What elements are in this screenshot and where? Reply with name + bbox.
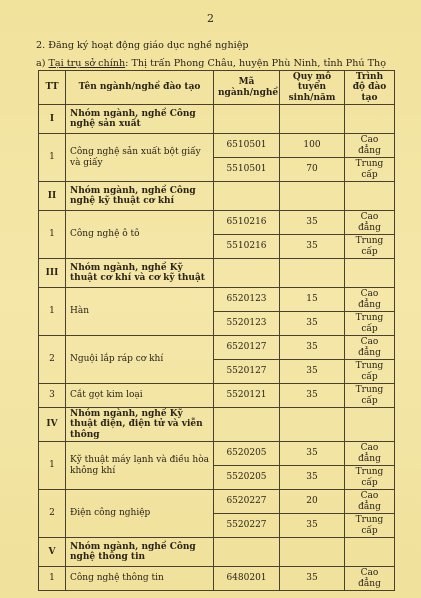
- item-scale: 35: [280, 514, 345, 538]
- item-level: Cao đẳng: [345, 211, 395, 235]
- subheading-prefix: a): [36, 58, 46, 69]
- group-tt: V: [39, 538, 66, 567]
- group-name: Nhóm ngành, nghề Kỹ thuật điện, điện tử và viễn thông: [66, 408, 214, 442]
- header-tt: TT: [39, 71, 66, 105]
- item-tt: 1: [39, 288, 66, 336]
- item-name: Công nghệ ô tô: [66, 211, 214, 259]
- item-code: 6510501: [214, 134, 280, 158]
- item-level: Trung cấp: [345, 360, 395, 384]
- item-name: Điện công nghiệp: [66, 490, 214, 538]
- item-scale: 70: [280, 158, 345, 182]
- item-level: Trung cấp: [345, 158, 395, 182]
- item-code: 6520205: [214, 442, 280, 466]
- table-row: [39, 211, 395, 235]
- item-level: Cao đẳng: [345, 442, 395, 466]
- header-level: Trình độ đào tạo: [345, 71, 395, 105]
- item-tt: 3: [39, 384, 66, 408]
- group-row: [39, 182, 395, 211]
- group-row: [39, 408, 395, 442]
- group-row: [39, 538, 395, 567]
- item-level: Trung cấp: [345, 312, 395, 336]
- table-header-row: [39, 71, 395, 105]
- group-tt: I: [39, 105, 66, 134]
- training-table: [38, 70, 395, 591]
- header-scale: Quy mô tuyển sinh/năm: [280, 71, 345, 105]
- group-name: Nhóm ngành, nghề Kỹ thuật cơ khí và cơ kỹ thuật: [66, 259, 214, 288]
- item-code: 5510216: [214, 235, 280, 259]
- item-name: Công nghệ sản xuất bột giấy và giấy: [66, 134, 214, 182]
- item-tt: 1: [39, 134, 66, 182]
- item-name: Nguội lắp ráp cơ khí: [66, 336, 214, 384]
- item-code: 5510501: [214, 158, 280, 182]
- item-name: Công nghệ thông tin: [66, 567, 214, 591]
- item-code: 6510216: [214, 211, 280, 235]
- item-level: Cao đẳng: [345, 134, 395, 158]
- table-row: [39, 442, 395, 466]
- item-scale: 100: [280, 134, 345, 158]
- item-scale: 15: [280, 288, 345, 312]
- header-code: Mã ngành/nghề: [214, 71, 280, 105]
- group-tt: II: [39, 182, 66, 211]
- item-scale: 35: [280, 567, 345, 591]
- item-name: Hàn: [66, 288, 214, 336]
- item-scale: 35: [280, 312, 345, 336]
- page-number: 2: [207, 12, 214, 25]
- item-code: 5520127: [214, 360, 280, 384]
- header-name: Tên ngành/nghề đào tạo: [66, 71, 214, 105]
- table-row: [39, 490, 395, 514]
- group-row: [39, 259, 395, 288]
- item-scale: 35: [280, 211, 345, 235]
- item-level: Trung cấp: [345, 235, 395, 259]
- item-tt: 1: [39, 442, 66, 490]
- group-tt: IV: [39, 408, 66, 442]
- item-tt: 1: [39, 567, 66, 591]
- table-row: [39, 384, 395, 408]
- item-level: Cao đẳng: [345, 490, 395, 514]
- group-name: Nhóm ngành, nghề Công nghệ kỹ thuật cơ khí: [66, 182, 214, 211]
- item-code: 5520227: [214, 514, 280, 538]
- table-row: [39, 288, 395, 312]
- item-code: 6520227: [214, 490, 280, 514]
- item-name: Kỹ thuật máy lạnh và điều hòa không khí: [66, 442, 214, 490]
- item-level: Cao đẳng: [345, 288, 395, 312]
- item-scale: 35: [280, 336, 345, 360]
- subheading-underlined: Tại trụ sở chính: [48, 58, 126, 69]
- item-code: 5520123: [214, 312, 280, 336]
- item-scale: 20: [280, 490, 345, 514]
- item-code: 6480201: [214, 567, 280, 591]
- section-heading: 2. Đăng ký hoạt động giáo dục nghề nghiệp: [36, 40, 249, 51]
- group-name: Nhóm ngành, nghề Công nghệ sản xuất: [66, 105, 214, 134]
- item-tt: 2: [39, 336, 66, 384]
- item-level: Cao đẳng: [345, 567, 395, 591]
- item-name: Cắt gọt kim loại: [66, 384, 214, 408]
- table-row: [39, 567, 395, 591]
- item-code: 5520121: [214, 384, 280, 408]
- item-scale: 35: [280, 235, 345, 259]
- item-tt: 2: [39, 490, 66, 538]
- item-scale: 35: [280, 442, 345, 466]
- table-row: [39, 336, 395, 360]
- item-level: Trung cấp: [345, 514, 395, 538]
- item-code: 6520123: [214, 288, 280, 312]
- item-level: Trung cấp: [345, 466, 395, 490]
- item-scale: 35: [280, 466, 345, 490]
- item-tt: 1: [39, 211, 66, 259]
- item-level: Cao đẳng: [345, 336, 395, 360]
- item-level: Trung cấp: [345, 384, 395, 408]
- subheading: [36, 58, 386, 69]
- item-code: 6520127: [214, 336, 280, 360]
- group-row: [39, 105, 395, 134]
- item-code: 5520205: [214, 466, 280, 490]
- item-scale: 35: [280, 384, 345, 408]
- group-tt: III: [39, 259, 66, 288]
- subheading-rest: : Thị trấn Phong Châu, huyện Phù Ninh, tỉnh Phú Thọ: [125, 58, 387, 69]
- item-scale: 35: [280, 360, 345, 384]
- group-name: Nhóm ngành, nghề Công nghệ thông tin: [66, 538, 214, 567]
- table-row: [39, 134, 395, 158]
